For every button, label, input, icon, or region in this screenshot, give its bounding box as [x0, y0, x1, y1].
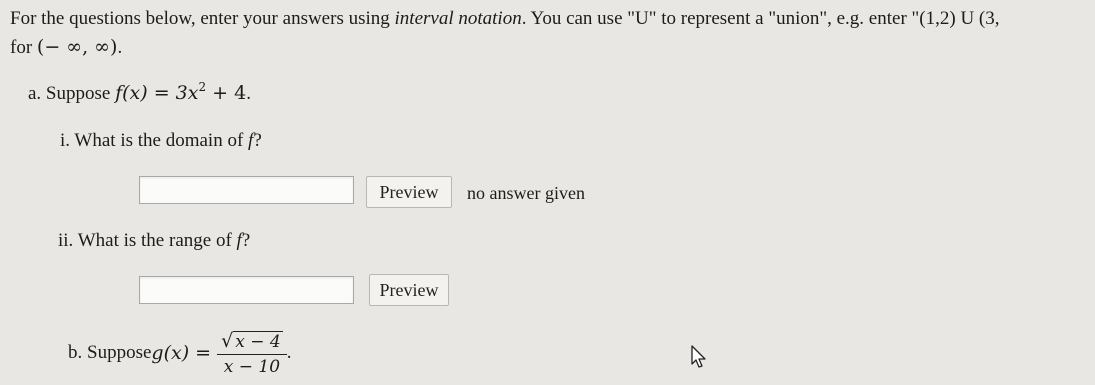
question-domain-qmark: ? [253, 130, 262, 151]
square-root-symbol: √ x − 4 [221, 329, 281, 352]
part-a-label: a. Suppose [28, 83, 116, 104]
part-a-period: . [246, 83, 251, 104]
part-b-label: b. Suppose [68, 342, 152, 363]
instructions-emphasis: interval notation [394, 8, 522, 29]
instructions-interval-example: (− ∞, ∞) [36, 36, 118, 58]
part-b-function-lhs: g(x) = [151, 342, 218, 364]
range-preview-button[interactable]: Preview [369, 274, 449, 306]
instructions-line-1 [10, 8, 1000, 30]
instructions-line-2 [10, 36, 122, 59]
part-b-fraction [217, 330, 287, 377]
range-answer-input[interactable] [139, 276, 354, 304]
question-range-qmark: ? [241, 230, 251, 251]
domain-preview-button[interactable]: Preview [366, 176, 452, 208]
part-b-denominator: x − 10 [223, 356, 281, 377]
instructions-for: for [10, 37, 37, 58]
part-a-heading [28, 82, 251, 105]
instructions-text: For the questions below, enter your answers using [10, 8, 395, 29]
part-a-function-tail: + 4 [206, 82, 247, 104]
question-domain-var: f [248, 130, 254, 151]
question-range [58, 230, 250, 252]
part-b-period: . [286, 342, 292, 363]
instructions-text-cont: . You can use "U" to represent a "union", e.g. enter "(1,2) U (3, [521, 8, 1000, 29]
question-domain-label: i. What is the domain of [60, 130, 249, 151]
part-a-function: f(x) = 3x [115, 82, 199, 104]
domain-answer-status: no answer given [467, 183, 585, 203]
domain-answer-input[interactable] [139, 176, 354, 204]
question-range-var: f [236, 230, 242, 251]
instructions-period: . [117, 37, 123, 58]
part-b-radicand: x − 4 [235, 331, 281, 352]
question-domain [60, 130, 262, 152]
part-b-heading [68, 328, 291, 378]
part-a-exponent: 2 [198, 80, 207, 94]
mouse-pointer-icon [690, 344, 710, 370]
part-b-numerator [217, 330, 287, 355]
question-range-label: ii. What is the range of [58, 230, 237, 251]
